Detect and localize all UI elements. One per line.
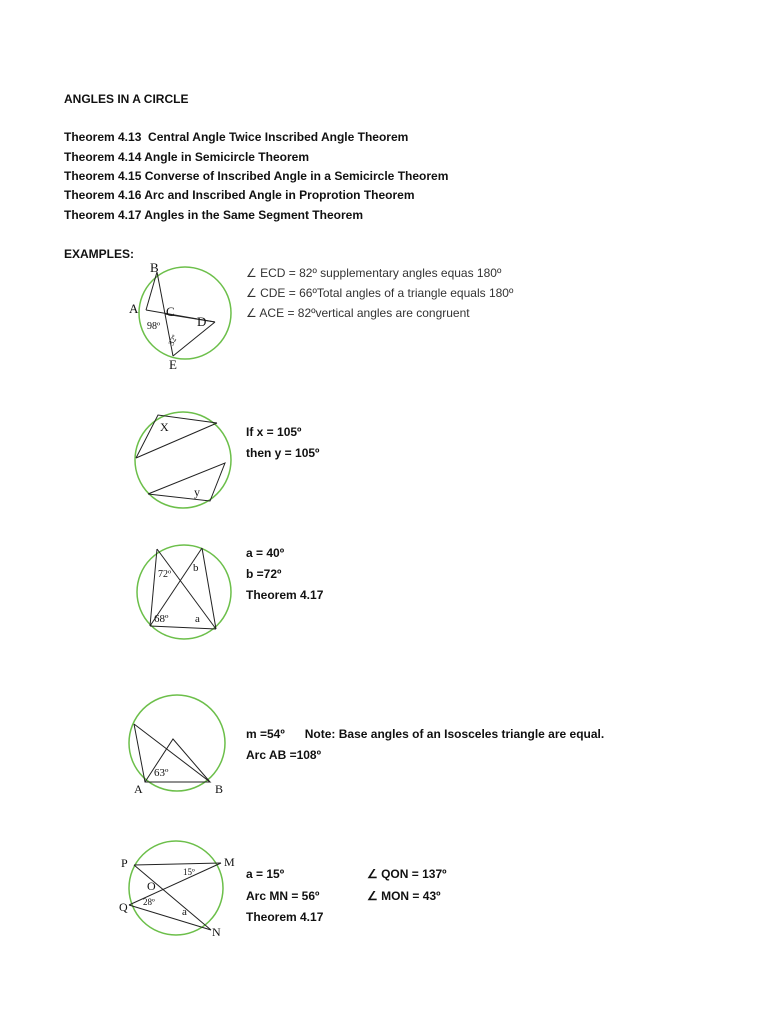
- chord-top: [136, 423, 217, 458]
- theorem-number: Theorem 4.16: [64, 188, 142, 202]
- triangle-outer: [134, 724, 210, 782]
- label-a: a: [195, 613, 200, 625]
- example5-line-2: Arc MN = 56º: [246, 889, 320, 903]
- label-x: X: [160, 420, 169, 434]
- theorem-title: Converse of Inscribed Angle in a Semicircle Theorem: [144, 169, 449, 183]
- theorem-title: Angles in the Same Segment Theorem: [144, 208, 363, 222]
- label-n: N: [212, 925, 221, 939]
- angle-63: 63º: [154, 767, 169, 779]
- segment-de: [173, 322, 215, 356]
- example5-qon: ∠ QON = 137º: [367, 867, 447, 881]
- example1-line-1: ∠ ECD = 82º supplementary angles equas 180º: [246, 266, 502, 280]
- label-b: B: [215, 782, 224, 796]
- example3-line-1: a = 40º: [246, 546, 285, 560]
- example3-line-3: Theorem 4.17: [246, 588, 324, 602]
- theorem-number: Theorem 4.15: [64, 169, 142, 183]
- label-d: D: [197, 314, 207, 329]
- label-b: b: [193, 562, 199, 574]
- theorem-title: Arc and Inscribed Angle in Proprotion Theorem: [144, 188, 415, 202]
- theorem-4-13: [64, 130, 408, 144]
- theorem-number: Theorem 4.13: [64, 130, 142, 144]
- theorem-4-16: [64, 188, 415, 202]
- example4-line-1: [246, 727, 604, 741]
- angle-28: 28º: [143, 897, 155, 907]
- example1-figure: [120, 258, 240, 374]
- example1-line-2: ∠ CDE = 66ºTotal angles of a triangle equals 180º: [246, 286, 514, 300]
- label-c: C: [166, 304, 175, 319]
- example5-line-1: a = 15º: [246, 867, 285, 881]
- label-q: Q: [119, 900, 128, 914]
- example4-m: m =54º: [246, 727, 285, 741]
- theorem-title: Central Angle Twice Inscribed Angle Theorem: [148, 130, 409, 144]
- circle: [139, 267, 231, 359]
- angle-32: 32º: [166, 333, 180, 347]
- theorem-number: Theorem 4.17: [64, 208, 142, 222]
- example2-figure: [130, 408, 240, 512]
- example3-figure: [130, 540, 240, 644]
- chord-bottom: [150, 626, 216, 629]
- angle-15: 15º: [183, 867, 195, 877]
- theorem-4-17: [64, 208, 363, 222]
- label-y: y: [194, 485, 200, 499]
- label-o: O: [147, 879, 156, 893]
- example1-line-3: ∠ ACE = 82ºvertical angles are congruent: [246, 306, 470, 320]
- label-p: P: [121, 856, 128, 870]
- chord-qn: [129, 905, 211, 930]
- label-a: A: [134, 782, 143, 796]
- theorem-number: Theorem 4.14: [64, 150, 142, 164]
- example5-line-3: Theorem 4.17: [246, 910, 324, 924]
- angle-98: 98º: [147, 321, 161, 332]
- theorem-title: Angle in Semicircle Theorem: [144, 150, 309, 164]
- theorem-4-15: [64, 169, 448, 183]
- angle-72: 72º: [158, 569, 172, 580]
- examples-label: EXAMPLES:: [64, 247, 135, 261]
- chord-right: [202, 548, 216, 629]
- upper-triangle: [136, 415, 217, 458]
- angle-68: 68º: [154, 613, 169, 625]
- lower-triangle: [148, 463, 225, 501]
- example5-figure: [116, 838, 246, 944]
- label-b: B: [150, 260, 159, 275]
- theorem-4-14: [64, 150, 309, 164]
- chord-pm: [134, 863, 221, 865]
- example2-line-1: If x = 105º: [246, 425, 302, 439]
- example4-line-2: Arc AB =108º: [246, 748, 321, 762]
- circle: [129, 841, 223, 935]
- label-e: E: [169, 357, 177, 372]
- example4-note: Note: Base angles of an Isosceles triangle are equal.: [304, 727, 605, 741]
- example5-mon: ∠ MON = 43º: [367, 889, 441, 903]
- example2-line-2: then y = 105º: [246, 446, 320, 460]
- example4-figure: [118, 692, 246, 802]
- label-a: a: [182, 906, 187, 918]
- label-a: A: [129, 301, 139, 316]
- page-heading: ANGLES IN A CIRCLE: [64, 92, 189, 106]
- chord-ab: [146, 272, 157, 310]
- label-m: M: [224, 855, 235, 869]
- example3-line-2: b =72º: [246, 567, 282, 581]
